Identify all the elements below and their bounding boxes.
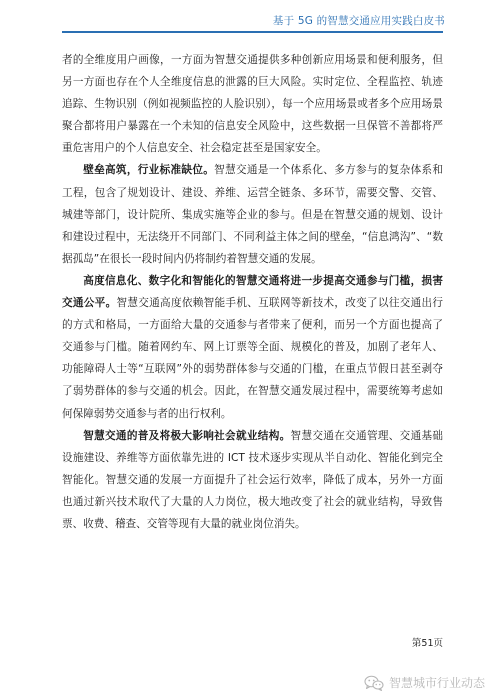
paragraph-lead: 智慧交通的普及将极大影响社会就业结构。 — [83, 429, 291, 442]
paragraph-text: 智慧交通是一个体系化、多方参与的复杂体系和工程，包含了规划设计、建设、养维、运营全链条、多环节，需要交警、交管、城建等部门，设计院所、集成实施等企业的参与。但是在智慧交通的规划、设计和建设过程中，无法绕开不同部门、不同利益主体之间的壁垒，“信息鸿沟”、“数据孤岛”在很长一段时间内仍将制约着智慧交通的发展。 — [62, 164, 444, 265]
header-title: 基于 5G 的智慧交通应用实践白皮书 — [272, 15, 445, 27]
paragraph-text: 智慧交通在交通管理、交通基础设施建设、养维等方面依靠先进的 ICT 技术逐步实现从半自动化、智能化到完全智能化。智慧交通的发展一方面提升了社会运行效率，降低了成本，另外一方面也通过新兴技术取代了大量的人力岗位，极大地改变了社会的就业结构，导致售票、收费、稽查、交管等现有大量的就业岗位消失。 — [62, 429, 444, 530]
header-divider — [62, 31, 443, 33]
paragraph-text: 智慧交通高度依赖智能手机、互联网等新技术，改变了以往交通出行的方式和格局，一方面给大量的交通参与者带来了便利，而另一个方面也提高了交通参与门槛。随着网约车、网上订票等全面、规模化的普及，加剧了老年人、功能障碍人士等“互联网”外的弱势群体参与交通的门槛，在重点节假日甚至剥夺了弱势群体的参与交通的机会。因此，在智慧交通发展过程中，需要统筹考虑如何保障弱势交通参与者的出行权利。 — [62, 297, 444, 420]
paragraph-barriers — [62, 159, 443, 269]
paragraph-fairness — [62, 270, 443, 425]
watermark — [364, 674, 485, 691]
paragraph-continuation — [62, 49, 443, 159]
paragraph-lead: 壁垒高筑，行业标准缺位。 — [83, 164, 215, 177]
body-text — [62, 49, 443, 535]
page-number: 第51页 — [411, 638, 443, 649]
watermark-text: 智慧城市行业动态 — [388, 676, 485, 690]
paragraph-lead: 高度信息化、数字化和智能化的智慧交通将进一步提高交通参与门槛，损害交通公平。 — [62, 274, 443, 310]
paragraph-text: 者的全维度用户画像，一方面为智慧交通提供多种创新应用场景和便利服务，但另一方面也存在个人全维度信息的泄露的巨大风险。实时定位、全程监控、轨迹追踪、生物识别（例如视频监控的人脸识别），每一个应用场景或者多个应用场景聚合都将用户暴露在一个未知的信息安全风险中，这些数据一旦保管不善都将严重危害用户的个人信息安全、社会稳定甚至是国家安全。 — [62, 54, 443, 155]
paragraph-employment — [62, 425, 443, 535]
wechat-icon — [364, 675, 384, 691]
